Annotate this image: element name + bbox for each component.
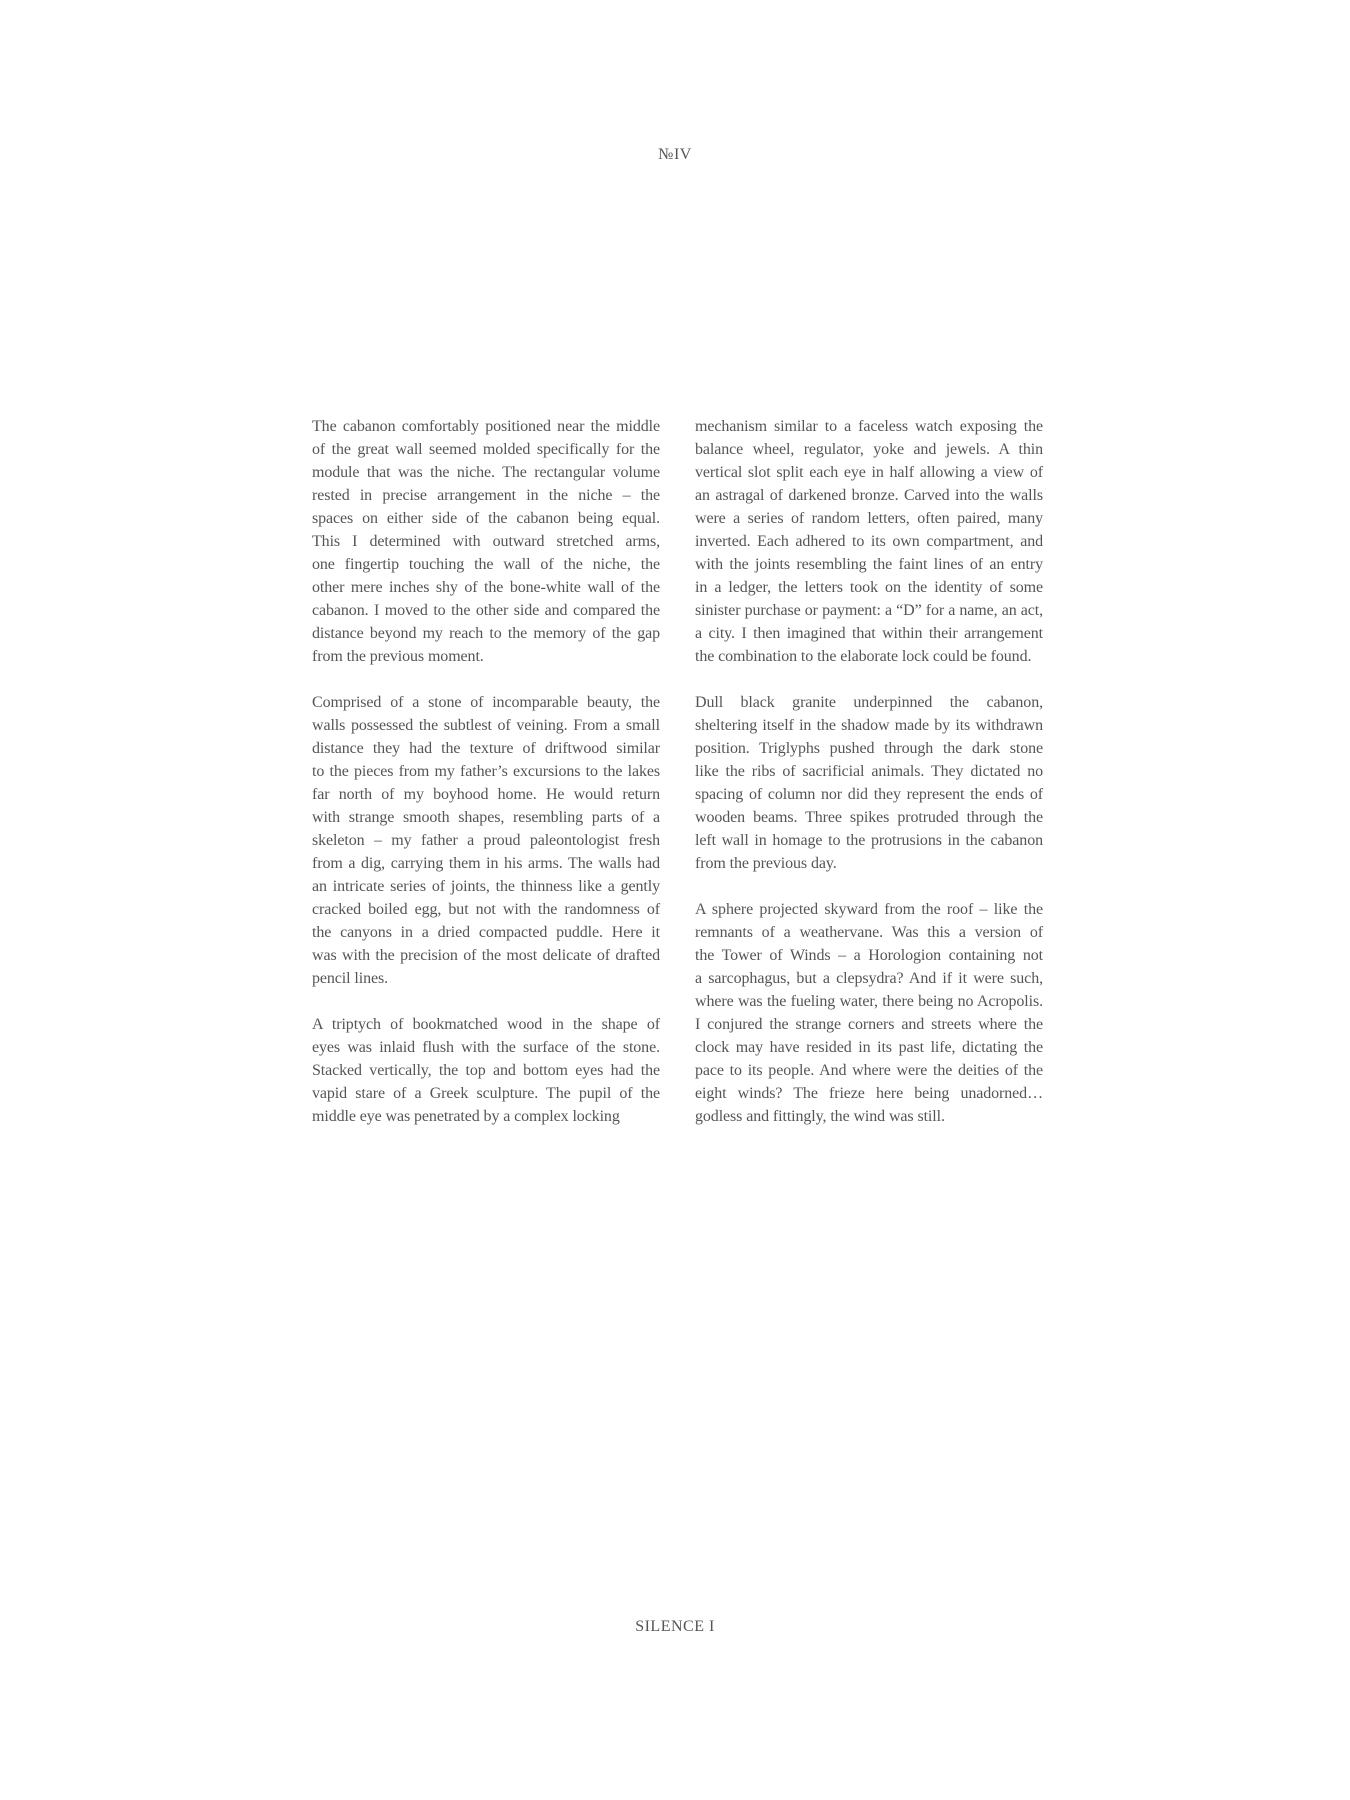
paragraph-line: clock may have resided in its past life, dictating the — [695, 1039, 1043, 1056]
paragraph-line: The cabanon comfortably positioned near the middle — [312, 418, 660, 435]
paragraph-line: eight winds? The frieze here being unadorned… — [695, 1085, 1043, 1102]
paragraph-line: where was the fueling water, there being no Acropolis. — [695, 993, 1043, 1010]
paragraph-line: vapid stare of a Greek sculpture. The pupil of the — [312, 1085, 660, 1102]
paragraph-line: This I determined with outward stretched arms, — [312, 533, 660, 550]
paragraph-line: spacing of column nor did they represent the ends of — [695, 786, 1043, 803]
paragraph-line: other mere inches shy of the bone-white wall of the — [312, 579, 660, 596]
paragraph-line: position. Triglyphs pushed through the dark stone — [695, 740, 1043, 757]
paragraph-line: the canyons in a dried compacted puddle. Here it — [312, 924, 660, 941]
paragraph-line: vertical slot split each eye in half allowing a view of — [695, 464, 1043, 481]
paragraph-line: balance wheel, regulator, yoke and jewels. A thin — [695, 441, 1043, 458]
paragraph-line: sheltering itself in the shadow made by its withdrawn — [695, 717, 1043, 734]
paragraph-line: like the ribs of sacrificial animals. They dictated no — [695, 763, 1043, 780]
paragraph-line: were a series of random letters, often paired, many — [695, 510, 1043, 527]
paragraph-line: pencil lines. — [312, 970, 389, 987]
paragraph-line: far north of my boyhood home. He would return — [312, 786, 660, 803]
paragraph-line: pace to its people. And where were the deities of the — [695, 1062, 1043, 1079]
paragraph-line: module that was the niche. The rectangular volume — [312, 464, 660, 481]
paragraph-line: in a ledger, the letters took on the identity of some — [695, 579, 1043, 596]
paragraph-line: Stacked vertically, the top and bottom eyes had the — [312, 1062, 660, 1079]
paragraph-line: the Tower of Winds – a Horologion containing not — [695, 947, 1043, 964]
paragraph — [312, 1013, 660, 1128]
paragraph-line: walls possessed the subtlest of veining. From a small — [312, 717, 660, 734]
paragraph-line: sinister purchase or payment: a “D” for a name, an act, — [695, 602, 1043, 619]
paragraph-line: to the pieces from my father’s excursions to the lakes — [312, 763, 660, 780]
paragraph-line: from the previous moment. — [312, 648, 484, 665]
paragraph-line: from the previous day. — [695, 855, 837, 872]
paragraph-line: I conjured the strange corners and streets where the — [695, 1016, 1043, 1033]
paragraph — [695, 415, 1043, 668]
paragraph-line: a city. I then imagined that within their arrangement — [695, 625, 1043, 642]
paragraph-line: left wall in homage to the protrusions in the cabanon — [695, 832, 1043, 849]
paragraph-line: distance they had the texture of driftwood similar — [312, 740, 660, 757]
paragraph-line: mechanism similar to a faceless watch exposing the — [695, 418, 1043, 435]
paragraph-line: with the joints resembling the faint lines of an entry — [695, 556, 1043, 573]
paragraph-line: cabanon. I moved to the other side and compared the — [312, 602, 660, 619]
paragraph-line: skeleton – my father a proud paleontologist fresh — [312, 832, 660, 849]
paragraph — [695, 898, 1043, 1128]
paragraph — [695, 691, 1043, 875]
paragraph-line: an astragal of darkened bronze. Carved into the walls — [695, 487, 1043, 504]
paragraph-line: an intricate series of joints, the thinness like a gently — [312, 878, 660, 895]
paragraph-line: eyes was inlaid flush with the surface of the stone. — [312, 1039, 660, 1056]
paragraph-line: of the great wall seemed molded specifically for the — [312, 441, 660, 458]
text-column-left — [312, 415, 660, 1151]
paragraph — [312, 415, 660, 668]
paragraph-line: a sarcophagus, but a clepsydra? And if it were such, — [695, 970, 1043, 987]
page-number-header: №IV — [658, 146, 692, 163]
paragraph-line: one fingertip touching the wall of the niche, the — [312, 556, 660, 573]
paragraph-line: with strange smooth shapes, resembling parts of a — [312, 809, 660, 826]
paragraph-line: the combination to the elaborate lock could be found. — [695, 648, 1032, 665]
paragraph-line: wooden beams. Three spikes protruded through the — [695, 809, 1043, 826]
paragraph — [312, 691, 660, 990]
paragraph-line: godless and fittingly, the wind was still. — [695, 1108, 945, 1125]
paragraph-line: inverted. Each adhered to its own compartment, and — [695, 533, 1043, 550]
paragraph-line: Comprised of a stone of incomparable beauty, the — [312, 694, 660, 711]
paragraph-line: remnants of a weathervane. Was this a version of — [695, 924, 1043, 941]
running-footer-title: SILENCE I — [635, 1618, 715, 1635]
paragraph-line: rested in precise arrangement in the niche – the — [312, 487, 660, 504]
paragraph-line: A sphere projected skyward from the roof – like the — [695, 901, 1043, 918]
paragraph-line: distance beyond my reach to the memory of the gap — [312, 625, 660, 642]
paragraph-line: from a dig, carrying them in his arms. The walls had — [312, 855, 660, 872]
paragraph-line: cracked boiled egg, but not with the randomness of — [312, 901, 660, 918]
paragraph-line: A triptych of bookmatched wood in the shape of — [312, 1016, 660, 1033]
paragraph-line: middle eye was penetrated by a complex locking — [312, 1108, 620, 1125]
paragraph-line: was with the precision of the most delicate of drafted — [312, 947, 660, 964]
paragraph-line: spaces on either side of the cabanon being equal. — [312, 510, 660, 527]
text-column-right — [695, 415, 1043, 1151]
paragraph-line: Dull black granite underpinned the cabanon, — [695, 694, 1043, 711]
